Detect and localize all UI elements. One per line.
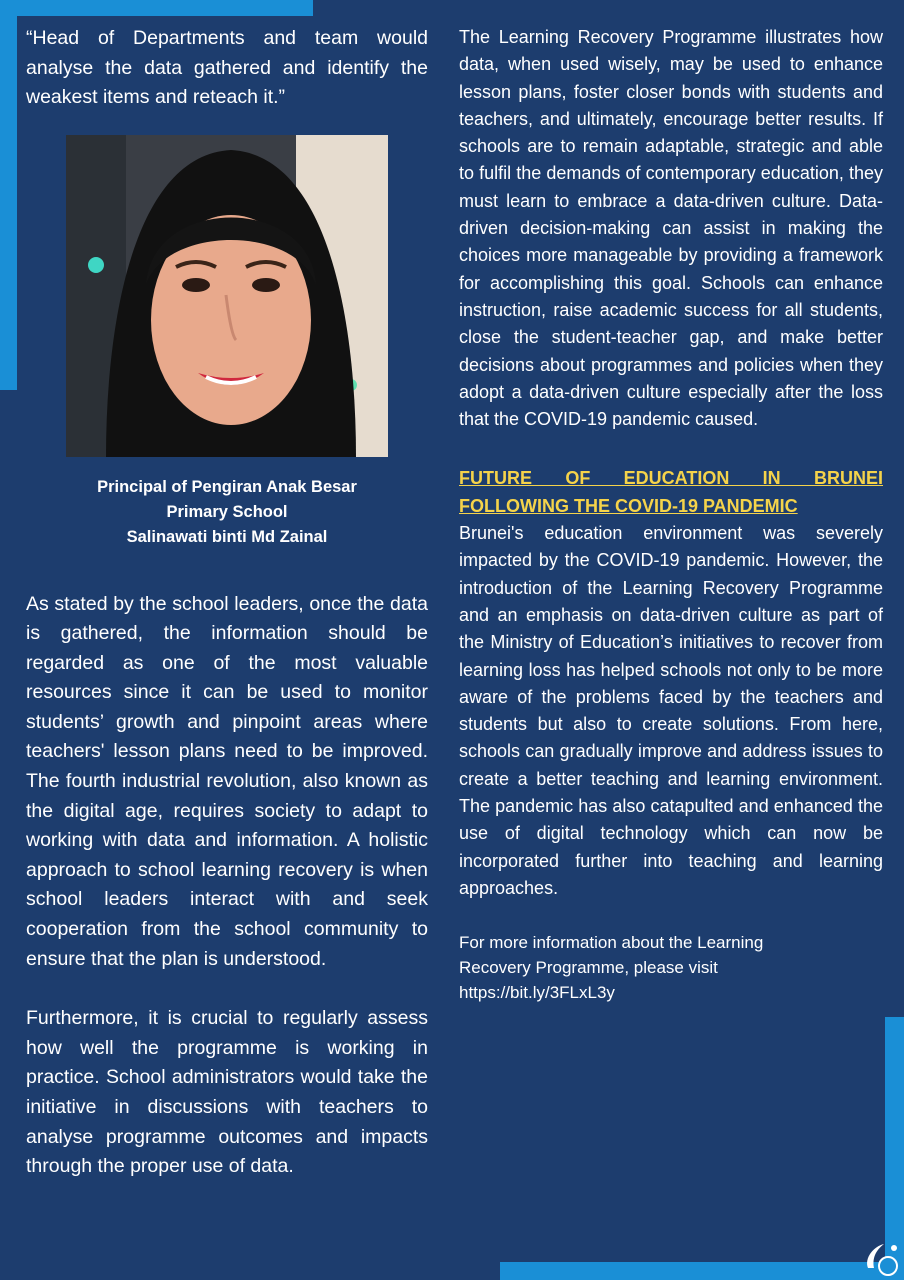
more-info-line-2: Recovery Programme, please visit <box>459 958 718 978</box>
publisher-logo-icon <box>860 1238 900 1278</box>
right-column <box>459 24 883 1005</box>
principal-photo <box>66 135 388 457</box>
portrait-illustration <box>66 135 388 457</box>
left-paragraph-1: As stated by the school leaders, once the data is gathered, the information should be regarded as one of the most valuable resources since it can be used to monitor students’ growth and pinpoint areas where teachers' lesson plans need to be improved. The fourth industrial revolution, also known as the digital age, requires society to adapt to working with data and information. A holistic approach to school learning recovery is when school leaders interact with and seek cooperation from the school community to ensure that the plan is understood. <box>26 592 428 970</box>
right-paragraph-1: The Learning Recovery Programme illustrates how data, when used wisely, may be used to enhance lesson plans, foster closer bonds with students and teachers, and ultimately, encourage better results. If schools are to remain adaptable, strategic and able to fulfil the demands of contemporary education, they must learn to embrace a data-driven culture. Data-driven decision-making can assist in making the choices more manageable by providing a framework for accomplishing this goal. Schools can enhance instruction, raise academic success for all students, close the student-teacher gap, and make better decisions about programmes and policies when they adopt a data-driven culture especially after the loss that the COVID-19 pandemic caused. <box>459 27 883 430</box>
caption-school: Primary School <box>166 502 288 521</box>
quote: “Head of Departments and team would analyse the data gathered and identify the weakest items and reteach it.” <box>26 27 428 108</box>
more-info <box>459 930 883 1005</box>
right-paragraph-2: Brunei's education environment was severely impacted by the COVID-19 pandemic. However, the introduction of the Learning Recovery Programme and an emphasis on data-driven culture as part of the Ministry of Education’s initiatives to recover from learning loss has helped schools not only to be more aware of the problems faced by the teachers and students but also to create solutions. From here, schools can gradually improve and address issues to create a better teaching and learning environment. The pandemic has also catapulted and enhanced the use of digital technology which can now be incorporated further into teaching and learning approaches. <box>459 523 883 898</box>
accent-bar-left <box>0 0 17 390</box>
photo-caption <box>26 475 428 550</box>
more-info-line-1: For more information about the Learning <box>459 933 764 953</box>
section-heading-line-2: FOLLOWING THE COVID-19 PANDEMIC <box>459 495 798 516</box>
accent-bar-top <box>0 0 313 16</box>
section-heading <box>459 465 883 520</box>
left-paragraph-2: Furthermore, it is crucial to regularly assess how well the programme is working in practice. School administrators would take the initiative in discussions with teachers to analyse programme outcomes and impacts through the proper use of data. <box>26 1007 428 1178</box>
caption-name: Salinawati binti Md Zainal <box>126 527 328 546</box>
section-heading-line-1: FUTURE OF EDUCATION IN BRUNEI <box>459 468 883 489</box>
caption-title: Principal of Pengiran Anak Besar <box>97 477 357 496</box>
left-column <box>26 24 428 1182</box>
more-info-link[interactable]: https://bit.ly/3FLxL3y <box>459 983 615 1003</box>
accent-bar-bottom <box>500 1262 904 1280</box>
